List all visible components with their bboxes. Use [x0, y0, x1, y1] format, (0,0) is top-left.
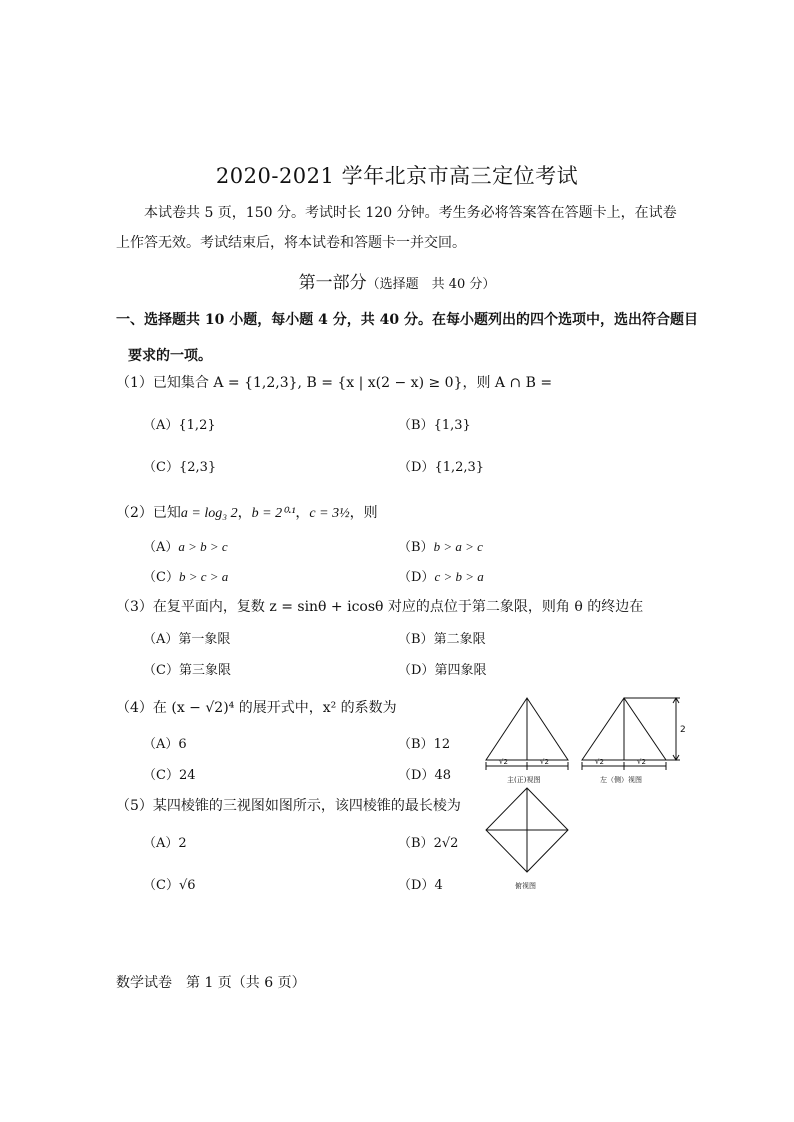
front-view-label: 主(正)视图: [507, 776, 541, 784]
q1-option-d[interactable]: （D）{1,2,3}: [398, 460, 485, 475]
dim-label: √2: [499, 758, 508, 766]
front-view-triangle: [486, 698, 568, 760]
section-instructions: 一、选择题共 10 小题，每小题 4 分，共 40 分。在每小题列出的四个选项中，选出符合题目要求的一项。: [116, 312, 698, 364]
question-number: （1）: [116, 375, 153, 391]
page-title: 2020-2021 学年北京市高三定位考试: [215, 164, 579, 188]
question-2: （2）已知a = log₃ 2，b = 2⁰·¹，c = 3½，则: [116, 505, 378, 521]
page-footer: 数学试卷 第 1 页（共 6 页）: [116, 975, 306, 991]
q1-option-a[interactable]: （A）{1,2}: [143, 418, 216, 433]
question-number: （5）: [116, 798, 153, 814]
q2-option-b[interactable]: （B）b > a > c: [398, 539, 483, 555]
q2-option-c[interactable]: （C）b > c > a: [143, 569, 229, 585]
q1-option-b[interactable]: （B）{1,3}: [398, 418, 471, 433]
q2-option-a[interactable]: （A）a > b > c: [143, 539, 228, 555]
three-view-figure: [480, 690, 692, 900]
expr-a: a = log₃ 2: [180, 506, 238, 521]
q3-option-a[interactable]: （A）第一象限: [143, 632, 231, 647]
top-view-label: 俯视图: [515, 882, 536, 890]
q4-option-d[interactable]: （D）48: [398, 768, 451, 783]
expr-b: b = 2⁰·¹: [251, 506, 296, 521]
part-note: （选择题 共 40 分）: [366, 277, 496, 292]
height-dimension: [624, 698, 680, 760]
question-5: [116, 795, 461, 815]
question-3: [116, 596, 643, 616]
side-view-label: 左（侧）视图: [600, 776, 642, 784]
side-view-triangle: [582, 698, 666, 760]
height-label: 2: [680, 725, 686, 735]
dim-label: √2: [637, 758, 646, 766]
q3-option-d[interactable]: （D）第四象限: [398, 663, 487, 678]
question-1: [116, 372, 552, 392]
question-number: （3）: [116, 599, 153, 615]
exam-instructions: 本试卷共 5 页，150 分。考试时长 120 分钟。考生务必将答案答在答题卡上，在试卷上作答无效。考试结束后，将本试卷和答题卡一并交回。: [116, 205, 677, 251]
top-view-square: [486, 788, 568, 872]
question-number: （4）: [116, 700, 153, 716]
part-label: 第一部分: [298, 273, 367, 293]
q3-option-b[interactable]: （B）第二象限: [398, 632, 486, 647]
dim-label: √2: [540, 758, 549, 766]
q5-option-c[interactable]: （C）√6: [143, 878, 196, 893]
q3-option-c[interactable]: （C）第三象限: [143, 663, 231, 678]
question-number: （2）: [116, 505, 153, 521]
question-stem: 在复平面内，复数 z = sinθ + icosθ 对应的点位于第二象限，则角 θ 的终边在: [152, 599, 644, 615]
q5-option-d[interactable]: （D）4: [398, 878, 443, 893]
expr-c: c = 3½: [309, 506, 350, 521]
dim-label: √2: [595, 758, 604, 766]
question-4: [116, 697, 397, 717]
q4-option-c[interactable]: （C）24: [143, 768, 196, 783]
q5-option-a[interactable]: （A）2: [143, 836, 187, 851]
question-stem: 已知集合 A = {1,2,3}, B = {x | x(2 − x) ≥ 0}，则 A ∩ B =: [152, 375, 553, 391]
question-stem: 某四棱锥的三视图如图所示，该四棱锥的最长棱为: [152, 798, 461, 814]
q1-option-c[interactable]: （C）{2,3}: [143, 460, 217, 475]
part-heading: [0, 268, 794, 293]
question-stem: 在 (x − √2)⁴ 的展开式中，x² 的系数为: [152, 700, 397, 716]
q4-option-b[interactable]: （B）12: [398, 737, 451, 752]
q5-option-b[interactable]: （B）2√2: [398, 836, 459, 851]
q2-option-d[interactable]: （D）c > b > a: [398, 569, 484, 585]
q4-option-a[interactable]: （A）6: [143, 737, 187, 752]
